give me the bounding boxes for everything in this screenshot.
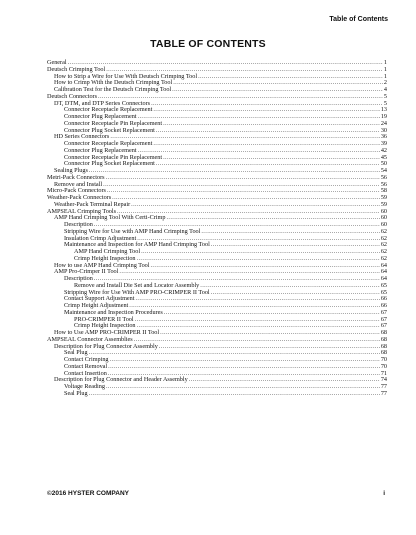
toc-entry-label: How to Use AMP PRO-CRIMPER II Tool: [54, 329, 160, 336]
toc-entry-label: General: [47, 59, 67, 66]
toc-entry-page: 42: [380, 146, 387, 154]
toc-entry-label: Metri-Pack Connectors: [47, 173, 105, 181]
toc-entry-label: Maintenance and Inspection for AMP Hand Crimping Tool: [64, 241, 210, 249]
dot-leader: [89, 168, 380, 175]
dot-leader: [106, 384, 380, 391]
toc-entry-label: Connector Receptacle Replacement: [64, 106, 153, 114]
toc-entry-page: 70: [380, 362, 387, 370]
dot-leader: [159, 344, 380, 351]
toc-entry-label: AMPSEAL Connector Assemblies: [47, 335, 133, 343]
toc-entry-page: 71: [380, 369, 387, 377]
toc-entry-label: Contact Insertion: [64, 369, 107, 377]
dot-leader: [153, 107, 380, 114]
toc-entry-page: 62: [380, 234, 387, 242]
toc-entry-label: Connector Plug Replacement: [64, 146, 137, 154]
toc-entry-page: 39: [380, 140, 387, 147]
toc-entry-page: 67: [380, 315, 387, 323]
toc-entry-label: Remove and Install: [54, 180, 103, 188]
footer-copyright: ©2016 HYSTER COMPANY: [47, 490, 129, 497]
toc-entry-page: 67: [380, 322, 387, 330]
toc-entry-label: Insulation Crimp Adjustment: [64, 234, 137, 242]
page-title: TABLE OF CONTENTS: [150, 38, 266, 50]
dot-leader: [150, 263, 379, 270]
dot-leader: [106, 175, 380, 182]
dot-leader: [201, 229, 379, 236]
toc-entry-label: Connector Receptacle Pin Replacement: [64, 119, 163, 127]
dot-leader: [166, 215, 379, 222]
dot-leader: [137, 323, 380, 330]
toc-entry-label: Connector Plug Socket Replacement: [64, 160, 155, 168]
toc-entry-page: 30: [380, 126, 387, 134]
toc-entry-label: AMP Pro-Crimper II Tool: [54, 268, 119, 276]
toc-entry-page: 59: [380, 194, 387, 201]
toc-entry-label: Description: [64, 275, 93, 282]
toc-entry-label: Stripping Wire for Use with AMP Hand Crimping Tool: [64, 227, 201, 235]
toc-entry-label: Weather-Pack Connectors: [47, 194, 112, 201]
dot-leader: [89, 391, 380, 398]
toc-entry-page: 60: [380, 221, 387, 228]
toc-entry-page: 13: [380, 106, 387, 114]
toc-entry-label: Description for Plug Connector and Header Assembly: [54, 376, 188, 384]
toc-entry-page: 1: [383, 65, 387, 73]
dot-leader: [131, 202, 380, 209]
toc-entry-page: 62: [380, 254, 387, 262]
toc-entry-label: Micro-Pack Connectors: [47, 187, 106, 195]
toc-entry-page: 54: [380, 167, 387, 174]
toc-entry-label: Connector Plug Replacement: [64, 113, 137, 120]
dot-leader: [200, 283, 380, 290]
toc-entry-page: 45: [380, 153, 387, 161]
toc-entry-label: How to use AMP Hand Crimping Tool: [54, 261, 150, 269]
toc-entry-page: 70: [380, 356, 387, 363]
toc-entry-label: Seal Plug: [64, 389, 88, 397]
toc-entry-page: 5: [383, 99, 387, 107]
toc-entry-page: 36: [380, 133, 387, 141]
toc-entry-page: 64: [380, 275, 387, 282]
toc-entry[interactable]: [47, 215, 387, 222]
dot-leader: [211, 290, 380, 297]
dot-leader: [163, 155, 380, 162]
toc-entry-label: HD Series Connectors: [54, 133, 110, 141]
dot-leader: [110, 357, 380, 364]
toc-entry-label: How to Strip a Wire for Use With Deutsch Crimping Tool: [54, 72, 198, 80]
toc-entry-label: Weather-Pack Terminal Repair: [54, 200, 131, 208]
toc-entry-label: PRO-CRIMPER II Tool: [74, 315, 134, 323]
toc-entry-page: 56: [380, 173, 387, 181]
toc-entry-label: Deutsch Crimping Tool: [47, 65, 106, 73]
toc-entry-page: 59: [380, 200, 387, 208]
dot-leader: [141, 249, 380, 256]
toc-entry[interactable]: [47, 161, 387, 168]
dot-leader: [198, 74, 383, 81]
dot-leader: [137, 256, 380, 263]
toc-entry-page: 68: [380, 349, 387, 357]
toc-entry-page: 24: [380, 119, 387, 127]
toc-entry-label: Seal Plug: [64, 349, 88, 357]
toc-entry-label: AMPSEAL Crimping Tools: [47, 207, 117, 215]
toc-entry-label: Description: [64, 221, 93, 228]
toc-entry-page: 2: [383, 79, 387, 87]
toc-entry-page: 68: [380, 335, 387, 343]
toc-entry-label: Crimp Height Adjustment: [64, 302, 129, 309]
toc-entry-page: 62: [380, 241, 387, 249]
dot-leader: [156, 128, 380, 135]
dot-leader: [135, 317, 380, 324]
dot-leader: [89, 350, 380, 357]
toc-entry-page: 64: [380, 268, 387, 276]
dot-leader: [138, 114, 380, 121]
toc-entry-page: 56: [380, 180, 387, 188]
toc-entry-page: 60: [380, 214, 387, 222]
toc-entry-page: 77: [380, 389, 387, 397]
toc-entry[interactable]: [47, 344, 387, 351]
toc-entry-page: 65: [380, 288, 387, 296]
toc-entry-label: How to Crimp With the Deutsch Crimping Tool: [54, 79, 173, 87]
toc-entry-label: Connector Receptacle Replacement: [64, 140, 153, 147]
toc-entry-page: 62: [380, 227, 387, 235]
toc-entry-label: Connector Receptacle Pin Replacement: [64, 153, 163, 161]
toc-entry-page: 68: [380, 342, 387, 350]
toc-entry[interactable]: [47, 87, 387, 94]
toc-entry-page: 50: [380, 160, 387, 168]
toc-entry-label: Sealing Plugs: [54, 167, 88, 174]
dot-leader: [173, 80, 383, 87]
toc-entry-page: 4: [383, 86, 387, 93]
dot-leader: [103, 182, 380, 189]
dot-leader: [164, 310, 380, 317]
dot-leader: [172, 87, 383, 94]
toc-entry-label: Crimp Height Inspection: [74, 322, 136, 330]
toc-entry-label: Contact Support Adjustment: [64, 295, 135, 303]
toc-entry-label: Connector Plug Socket Replacement: [64, 126, 155, 134]
dot-leader: [112, 195, 380, 202]
toc-entry-page: 67: [380, 308, 387, 316]
dot-leader: [151, 101, 383, 108]
toc-entry[interactable]: [47, 391, 387, 398]
dot-leader: [108, 364, 380, 371]
table-of-contents: [47, 60, 387, 398]
toc-entry-label: Contact Crimping: [64, 356, 109, 363]
dot-leader: [129, 303, 380, 310]
toc-entry-label: Crimp Height Inspection: [74, 254, 136, 262]
dot-leader: [107, 188, 380, 195]
toc-entry-page: 62: [380, 248, 387, 255]
toc-entry-label: Calibration Test for the Deutsch Crimping Tool: [54, 86, 172, 93]
toc-entry-page: 64: [380, 261, 387, 269]
dot-leader: [68, 60, 383, 67]
dot-leader: [160, 330, 380, 337]
toc-entry-page: 65: [380, 281, 387, 289]
toc-entry-label: Deutsch Connectors: [47, 92, 98, 100]
dot-leader: [156, 161, 380, 168]
toc-entry-page: 19: [380, 113, 387, 120]
dot-leader: [135, 296, 379, 303]
dot-leader: [153, 141, 380, 148]
toc-entry-page: 58: [380, 187, 387, 195]
dot-leader: [211, 242, 380, 249]
dot-leader: [119, 269, 379, 276]
toc-entry-label: Description for Plug Connector Assembly: [54, 342, 158, 350]
toc-entry-page: 66: [380, 302, 387, 309]
toc-entry-label: Remove and Install Die Set and Locator Assembly: [74, 281, 200, 289]
dot-leader: [134, 337, 380, 344]
toc-entry-page: 1: [383, 59, 387, 66]
toc-entry-label: DT, DTM, and DTP Series Connectors: [54, 99, 151, 107]
toc-entry-label: Maintenance and Inspection Procedures: [64, 308, 163, 316]
toc-entry-page: 66: [380, 295, 387, 303]
dot-leader: [189, 377, 380, 384]
toc-entry-page: 74: [380, 376, 387, 384]
toc-entry[interactable]: [47, 384, 387, 391]
footer-page-number: i: [383, 490, 385, 497]
toc-entry-label: Contact Removal: [64, 362, 108, 370]
toc-entry[interactable]: [47, 269, 387, 276]
dot-leader: [163, 121, 380, 128]
dot-leader: [138, 148, 380, 155]
toc-entry-page: 68: [380, 329, 387, 336]
toc-entry-page: 77: [380, 383, 387, 390]
toc-entry-label: AMP Hand Crimping Tool With Certi-Crimp: [54, 214, 166, 222]
running-header: Table of Contents: [329, 16, 388, 23]
toc-entry-page: 1: [383, 72, 387, 80]
toc-entry-label: Voltage Reading: [64, 383, 105, 390]
toc-entry-page: 5: [383, 92, 387, 100]
toc-entry-page: 60: [380, 207, 387, 215]
toc-entry-label: AMP Hand Crimping Tool: [74, 248, 141, 255]
toc-entry-label: Stripping Wire for Use With AMP PRO-CRIMPER II Tool: [64, 288, 210, 296]
